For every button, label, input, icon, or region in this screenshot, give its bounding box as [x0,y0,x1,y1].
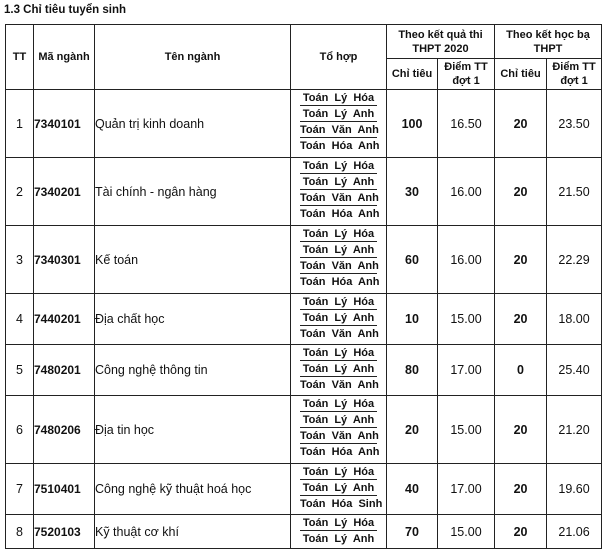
combo-item: Toán Hóa Anh [300,208,380,220]
combo-item: Toán Lý Hóa [300,464,377,480]
header-tt: TT [6,25,34,90]
row-code: 7510401 [34,464,95,515]
row-quota: 40 [387,464,438,515]
header-score-hocba: Điểm TT đợt 1 [547,59,602,90]
row-score: 16.50 [438,90,495,158]
row-quota: 60 [387,226,438,294]
combo-item: Toán Hóa Anh [300,140,380,152]
header-name: Tên ngành [95,25,291,90]
row-code: 7480201 [34,345,95,396]
row-combos [291,345,387,396]
row-quota-hocba: 20 [495,396,547,464]
table-body [6,90,602,549]
row-combos [291,515,387,549]
row-name: Tài chính - ngân hàng [95,158,291,226]
header-quota-hocba: Chỉ tiêu [495,59,547,90]
row-score-hocba: 18.00 [547,294,602,345]
row-code: 7340101 [34,90,95,158]
row-name: Kỹ thuật cơ khí [95,515,291,549]
row-code: 7440201 [34,294,95,345]
row-score-hocba: 22.29 [547,226,602,294]
row-name: Địa tin học [95,396,291,464]
table-row [6,515,602,549]
row-name: Công nghệ kỹ thuật hoá học [95,464,291,515]
row-score-hocba: 23.50 [547,90,602,158]
table-row [6,294,602,345]
row-quota-hocba: 20 [495,90,547,158]
combo-item: Toán Lý Anh [300,106,377,122]
row-quota-hocba: 0 [495,345,547,396]
row-score-hocba: 21.50 [547,158,602,226]
table-row [6,90,602,158]
header-combo: Tổ hợp [291,25,387,90]
row-quota: 30 [387,158,438,226]
row-score: 15.00 [438,396,495,464]
combo-item: Toán Lý Anh [300,480,377,496]
row-tt: 2 [6,158,34,226]
row-score: 15.00 [438,294,495,345]
header-score: Điểm TT đợt 1 [438,59,495,90]
row-name: Công nghệ thông tin [95,345,291,396]
row-tt: 8 [6,515,34,549]
row-quota: 80 [387,345,438,396]
row-tt: 3 [6,226,34,294]
row-score: 15.00 [438,515,495,549]
row-quota-hocba: 20 [495,464,547,515]
combo-item: Toán Lý Hóa [300,90,377,106]
combo-item: Toán Lý Anh [300,242,377,258]
combo-item: Toán Lý Anh [300,412,377,428]
row-name: Quản trị kinh doanh [95,90,291,158]
table-row [6,226,602,294]
header-group-thpt: Theo kết quả thi THPT 2020 [387,25,495,59]
combo-item: Toán Hóa Sinh [300,498,383,510]
row-quota-hocba: 20 [495,294,547,345]
row-combos [291,90,387,158]
row-name: Kế toán [95,226,291,294]
combo-item: Toán Văn Anh [300,379,379,391]
combo-item: Toán Văn Anh [300,328,379,340]
combo-item: Toán Lý Hóa [300,396,377,412]
row-code: 7340201 [34,158,95,226]
row-quota-hocba: 20 [495,158,547,226]
combo-item: Toán Lý Hóa [300,294,377,310]
row-quota: 70 [387,515,438,549]
row-tt: 6 [6,396,34,464]
row-quota: 20 [387,396,438,464]
row-score: 16.00 [438,158,495,226]
header-quota: Chỉ tiêu [387,59,438,90]
combo-item: Toán Lý Anh [302,533,375,545]
combo-item: Toán Văn Anh [300,430,379,442]
row-tt: 7 [6,464,34,515]
row-quota: 100 [387,90,438,158]
row-score: 16.00 [438,226,495,294]
combo-item: Toán Hóa Anh [300,276,380,288]
row-score-hocba: 25.40 [547,345,602,396]
row-score: 17.00 [438,464,495,515]
combo-item: Toán Văn Anh [300,124,379,136]
row-tt: 5 [6,345,34,396]
combo-item: Toán Lý Hóa [300,515,377,531]
combo-item: Toán Lý Anh [300,361,377,377]
combo-item: Toán Lý Hóa [300,158,377,174]
row-quota-hocba: 20 [495,515,547,549]
combo-item: Toán Lý Anh [300,310,377,326]
table-row [6,158,602,226]
row-combos [291,396,387,464]
combo-item: Toán Lý Hóa [300,345,377,361]
admission-quota-table [5,24,602,549]
row-combos [291,294,387,345]
combo-item: Toán Văn Anh [300,192,379,204]
table-row [6,345,602,396]
combo-item: Toán Lý Hóa [300,226,377,242]
row-score-hocba: 21.20 [547,396,602,464]
combo-item: Toán Hóa Anh [300,446,380,458]
header-code: Mã ngành [34,25,95,90]
row-combos [291,464,387,515]
row-tt: 1 [6,90,34,158]
row-code: 7520103 [34,515,95,549]
section-title: 1.3 Chỉ tiêu tuyển sinh [4,4,127,16]
row-code: 7480206 [34,396,95,464]
row-name: Địa chất học [95,294,291,345]
row-score-hocba: 19.60 [547,464,602,515]
combo-item: Toán Lý Anh [300,174,377,190]
table-row [6,396,602,464]
header-group-hocba: Theo kết học bạ THPT [495,25,602,59]
row-quota: 10 [387,294,438,345]
row-code: 7340301 [34,226,95,294]
row-quota-hocba: 20 [495,226,547,294]
row-combos [291,226,387,294]
row-score: 17.00 [438,345,495,396]
row-score-hocba: 21.06 [547,515,602,549]
table-row [6,464,602,515]
row-combos [291,158,387,226]
combo-item: Toán Văn Anh [300,260,379,272]
row-tt: 4 [6,294,34,345]
